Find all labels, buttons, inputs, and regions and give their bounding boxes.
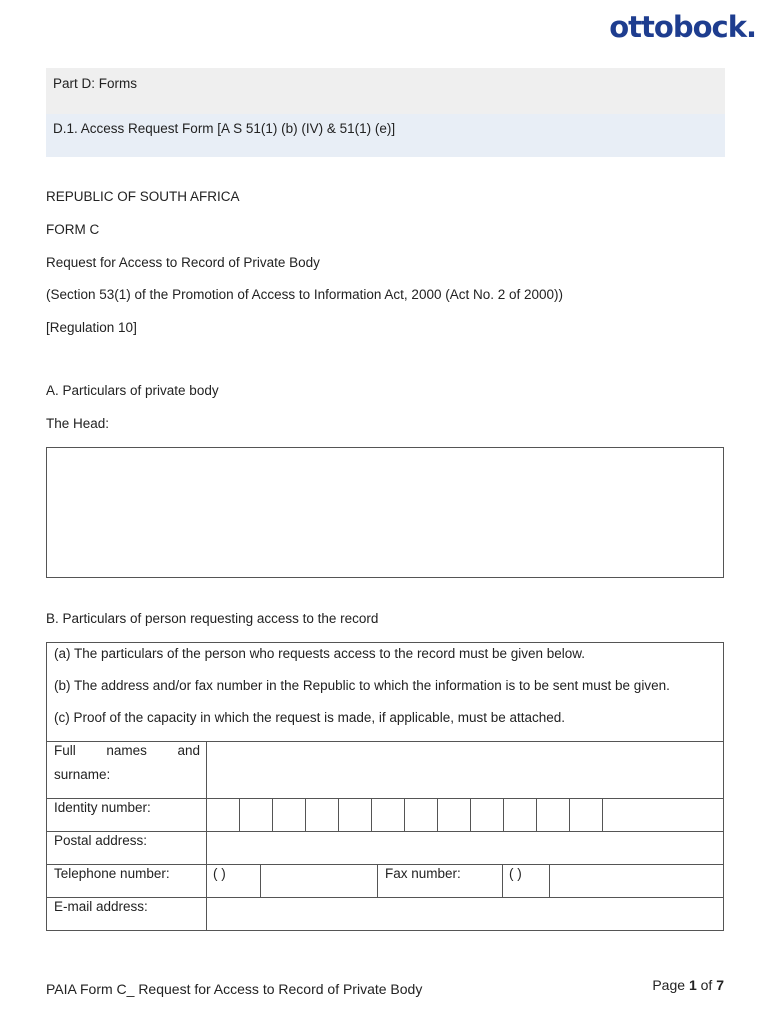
telephone-area-code: ( ) (213, 866, 226, 881)
section-a-title: A. Particulars of private body (46, 383, 219, 398)
identity-number-field[interactable] (207, 799, 722, 830)
request-title: Request for Access to Record of Private Body (46, 255, 320, 270)
head-label: The Head: (46, 416, 110, 431)
note-c: (c) Proof of the capacity in which the request is made, if applicable, must be attached. (54, 710, 566, 725)
identity-number-label: Identity number: (54, 800, 151, 815)
page-indicator: Page 1 of 7 (652, 977, 724, 993)
email-address-label: E-mail address: (54, 899, 148, 914)
telephone-number-label: Telephone number: (54, 866, 170, 881)
republic-heading: REPUBLIC OF SOUTH AFRICA (46, 189, 240, 204)
fax-area-code: ( ) (509, 866, 522, 881)
regulation-reference: [Regulation 10] (46, 320, 137, 335)
fax-number-label: Fax number: (385, 866, 461, 881)
telephone-number-field[interactable] (261, 865, 376, 896)
part-d-banner (46, 68, 725, 114)
part-d-title: Part D: Forms (53, 76, 138, 91)
full-names-field[interactable] (207, 742, 722, 797)
section-b-title: B. Particulars of person requesting access to the record (46, 611, 379, 626)
d1-banner (46, 114, 725, 157)
head-input-box[interactable] (46, 447, 724, 578)
fax-number-field[interactable] (550, 865, 722, 896)
full-names-label: Full names and (54, 743, 200, 758)
full-names-label-surname: surname: (54, 767, 111, 782)
d1-subtitle: D.1. Access Request Form [A S 51(1) (b) (IV) & 51(1) (e)] (53, 121, 396, 136)
note-a: (a) The particulars of the person who requests access to the record must be given below. (54, 646, 586, 661)
section-reference: (Section 53(1) of the Promotion of Access to Information Act, 2000 (Act No. 2 of 2000)) (46, 287, 564, 302)
postal-address-field[interactable] (207, 832, 722, 863)
postal-address-label: Postal address: (54, 833, 148, 848)
footer-title: PAIA Form C_ Request for Access to Record of Private Body (46, 981, 423, 997)
form-name: FORM C (46, 222, 100, 237)
email-address-field[interactable] (207, 898, 722, 929)
ottobock-logo: ottobock. (609, 10, 756, 44)
requester-particulars-table (46, 642, 724, 931)
note-b: (b) The address and/or fax number in the Republic to which the information is to be sent must be given. (54, 678, 670, 693)
